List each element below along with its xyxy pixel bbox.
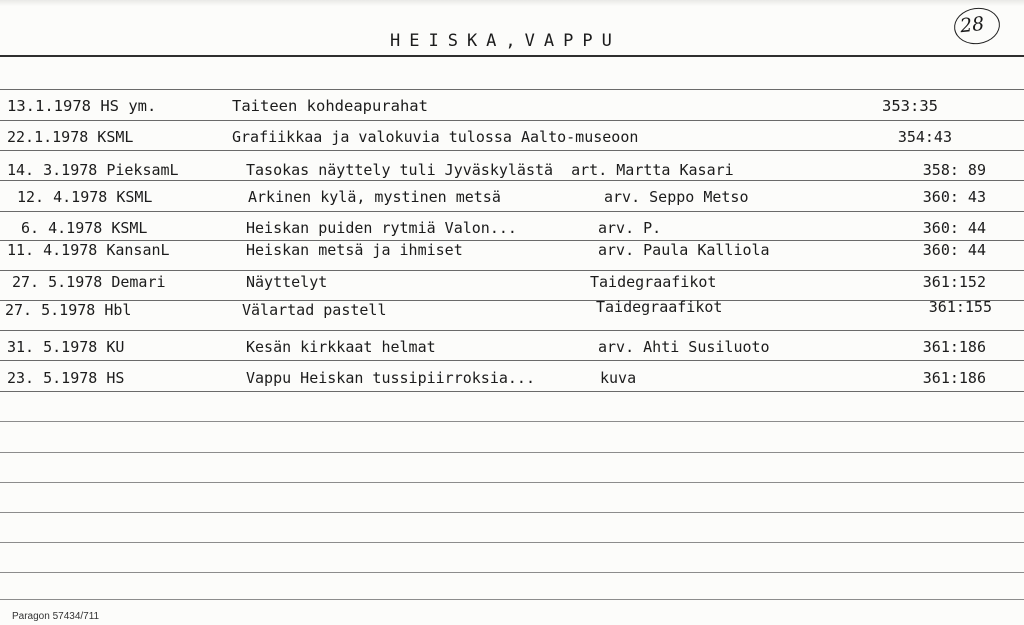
entry-title: Välartad pastell <box>242 301 387 319</box>
entry-title: Näyttelyt <box>246 273 328 291</box>
entry-date-source: 23. 5.1978 HS <box>7 369 125 387</box>
entry-author: arv. Seppo Metso <box>604 188 749 206</box>
entry-title: Taiteen kohdeapurahat <box>232 97 428 115</box>
entry-date-source: 31. 5.1978 KU <box>7 338 125 356</box>
entry-date-source: 12. 4.1978 KSML <box>17 188 153 206</box>
entry-title: Arkinen kylä, mystinen metsä <box>248 188 501 206</box>
ruled-line <box>0 330 1024 331</box>
entry-reference: 361:155 <box>928 298 992 316</box>
card-top-edge <box>0 0 1024 6</box>
entry-title: Kesän kirkkaat helmat <box>246 338 436 356</box>
entry-row <box>0 338 1024 360</box>
entry-date-source: 11. 4.1978 KansanL <box>7 241 170 259</box>
entry-row <box>0 128 1024 150</box>
entry-date-source: 27. 5.1978 Demari <box>12 273 166 291</box>
ruled-line <box>0 542 1024 543</box>
entry-date-source: 13.1.1978 HS ym. <box>7 97 157 115</box>
entry-reference: 353:35 <box>882 97 938 115</box>
entry-author: arv. Ahti Susiluoto <box>598 338 770 356</box>
entry-date-source: 22.1.1978 KSML <box>7 128 134 146</box>
entry-author: kuva <box>600 369 637 387</box>
entry-title: Tasokas näyttely tuli Jyväskylästä art. Martta Kasari <box>246 161 734 179</box>
entry-title: Heiskan puiden rytmiä Valon... <box>246 219 517 237</box>
entry-row <box>0 241 1024 263</box>
ruled-line <box>0 482 1024 483</box>
entry-date-source: 6. 4.1978 KSML <box>12 219 148 237</box>
card-number-stamp <box>952 6 1004 46</box>
entry-row <box>0 161 1024 183</box>
ruled-line <box>0 572 1024 573</box>
entry-row <box>0 219 1024 241</box>
entry-reference: 358: 89 <box>922 161 986 179</box>
entry-row <box>0 97 1024 119</box>
ruled-line <box>0 421 1024 422</box>
entry-author: arv. P. <box>598 219 662 237</box>
card-title: HEISKA,VAPPU <box>390 31 621 51</box>
card-footer-print: Paragon 57434/711 <box>12 611 100 622</box>
entry-reference: 360: 44 <box>922 241 986 259</box>
entry-row <box>0 188 1024 210</box>
ruled-line <box>0 211 1024 212</box>
ruled-line <box>0 360 1024 361</box>
entry-reference: 361:186 <box>922 369 986 387</box>
entry-row <box>0 273 1024 295</box>
entry-author: arv. Paula Kalliola <box>598 241 770 259</box>
entry-title: Heiskan metsä ja ihmiset <box>246 241 463 259</box>
entry-reference: 361:152 <box>922 273 986 291</box>
entry-date-source: 27. 5.1978 Hbl <box>5 301 132 319</box>
ruled-line <box>0 120 1024 121</box>
entry-reference: 360: 44 <box>922 219 986 237</box>
entry-reference: 361:186 <box>922 338 986 356</box>
entry-reference: 354:43 <box>897 128 952 146</box>
ruled-line <box>0 512 1024 513</box>
ruled-line <box>0 89 1024 90</box>
entry-row <box>0 369 1024 391</box>
entry-author: Taidegraafikot <box>596 298 723 316</box>
ruled-line <box>0 391 1024 392</box>
entry-author: Taidegraafikot <box>590 273 717 291</box>
card-number: 28 <box>958 12 986 38</box>
ruled-line <box>0 270 1024 271</box>
entry-date-source: 14. 3.1978 PieksamL <box>7 161 179 179</box>
ruled-line <box>0 599 1024 600</box>
entry-reference: 360: 43 <box>922 188 986 206</box>
entry-title: Vappu Heiskan tussipiirroksia... <box>246 369 535 387</box>
header-rule <box>0 55 1024 57</box>
ruled-line <box>0 150 1024 151</box>
ruled-line <box>0 452 1024 453</box>
entry-row <box>0 298 1024 323</box>
entry-title: Grafiikkaa ja valokuvia tulossa Aalto-museoon <box>232 128 639 146</box>
